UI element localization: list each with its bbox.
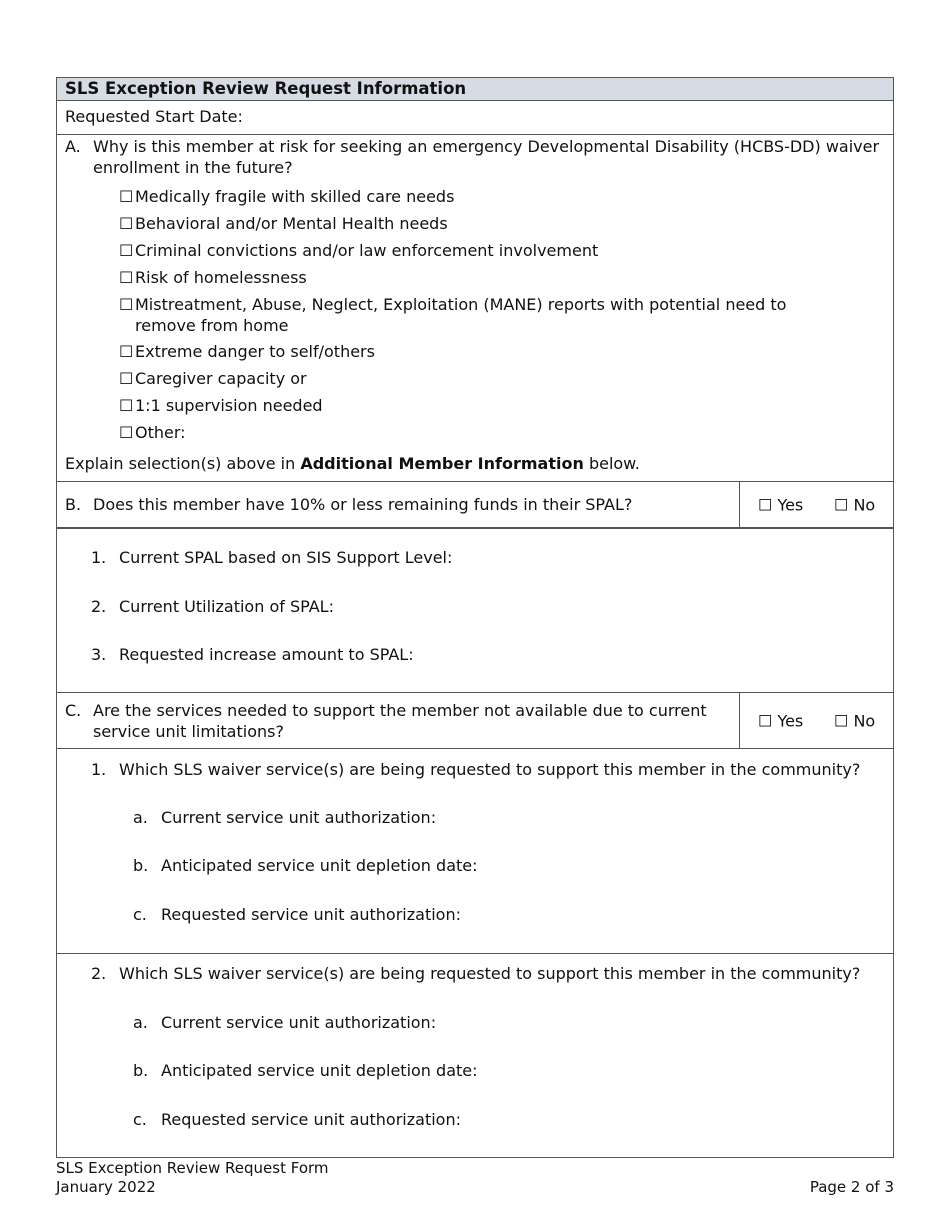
footer-date: January 2022: [56, 1178, 156, 1196]
requested-start-date-label: Requested Start Date:: [65, 107, 243, 126]
checkbox-icon[interactable]: ☐: [119, 423, 134, 442]
section-c-answer-cell: [740, 693, 893, 748]
section-a: [56, 135, 894, 482]
item-label: Requested increase amount to SPAL:: [119, 645, 414, 664]
section-c-yes[interactable]: [758, 711, 803, 730]
section-b-question: Does this member have 10% or less remaining funds in their SPAL?: [93, 495, 633, 514]
section-c-question-cell: [57, 693, 740, 748]
sub-letter: b.: [133, 856, 149, 875]
sub-label: Current service unit authorization:: [161, 808, 437, 827]
section-b-item-1[interactable]: [91, 547, 452, 568]
sub-label: Anticipated service unit depletion date:: [161, 1061, 478, 1080]
item-label: Which SLS waiver service(s) are being requested to support this member in the community?: [119, 964, 861, 983]
section-b-question-row: [56, 482, 894, 528]
checkbox-icon[interactable]: ☐: [834, 495, 849, 514]
item-label: Current Utilization of SPAL:: [119, 597, 334, 616]
footer-page-number: Page 2 of 3: [809, 1178, 894, 1196]
checkbox-other[interactable]: [119, 422, 186, 443]
checkbox-caregiver-capacity[interactable]: [119, 368, 307, 389]
service-question-1[interactable]: [91, 759, 860, 780]
section-c-question: Are the services needed to support the member not available due to current service unit limitations?: [93, 701, 707, 741]
section-c-block-2: [56, 954, 894, 1158]
section-b-item-2[interactable]: [91, 596, 334, 617]
no-label: No: [853, 495, 876, 514]
section-a-question: Why is this member at risk for seeking an emergency Developmental Disability (HCBS-DD) waiver enrollment in the future?: [93, 137, 880, 177]
yes-label: Yes: [777, 711, 804, 730]
explain-prefix: Explain selection(s) above in: [65, 454, 296, 473]
explain-note: [65, 453, 640, 474]
footer-form-name: SLS Exception Review Request Form: [56, 1159, 329, 1177]
checkbox-icon[interactable]: ☐: [119, 396, 134, 415]
option-label: Risk of homelessness: [135, 268, 307, 287]
explain-suffix: below.: [588, 454, 640, 473]
item-number: 1.: [91, 548, 107, 567]
section-header: SLS Exception Review Request Information: [56, 77, 894, 101]
section-b-answer-cell: [740, 482, 893, 527]
section-b-yes[interactable]: [758, 495, 803, 514]
checkbox-criminal-convictions[interactable]: [119, 240, 598, 261]
option-label: Medically fragile with skilled care needs: [135, 187, 455, 206]
item-label: Current SPAL based on SIS Support Level:: [119, 548, 453, 567]
option-label: Behavioral and/or Mental Health needs: [135, 214, 448, 233]
yes-label: Yes: [777, 495, 804, 514]
section-c-letter: C.: [65, 701, 82, 720]
checkbox-icon[interactable]: ☐: [758, 711, 773, 730]
checkbox-supervision[interactable]: [119, 395, 323, 416]
checkbox-icon[interactable]: ☐: [119, 295, 134, 314]
section-b-question-cell: [57, 482, 740, 527]
checkbox-medically-fragile[interactable]: [119, 186, 454, 207]
checkbox-icon[interactable]: ☐: [119, 342, 134, 361]
option-label: Caregiver capacity or: [135, 369, 307, 388]
page-footer: [56, 1159, 894, 1197]
section-a-letter: A.: [65, 137, 81, 156]
checkbox-extreme-danger[interactable]: [119, 341, 375, 362]
section-b-no[interactable]: [834, 495, 875, 514]
sub-letter: c.: [133, 1110, 147, 1129]
service-question-2[interactable]: [91, 963, 860, 984]
checkbox-behavioral-health[interactable]: [119, 213, 448, 234]
sub-letter: a.: [133, 808, 148, 827]
option-label: 1:1 supervision needed: [135, 396, 323, 415]
section-c-no[interactable]: [834, 711, 875, 730]
section-b-item-3[interactable]: [91, 644, 414, 665]
service-2-sub-c[interactable]: [133, 1109, 461, 1130]
option-label: Criminal convictions and/or law enforcement involvement: [135, 241, 599, 260]
section-c-block-1: [56, 749, 894, 954]
checkbox-icon[interactable]: ☐: [119, 187, 134, 206]
sub-letter: b.: [133, 1061, 149, 1080]
sub-label: Requested service unit authorization:: [161, 1110, 461, 1129]
checkbox-icon[interactable]: ☐: [119, 241, 134, 260]
checkbox-icon[interactable]: ☐: [758, 495, 773, 514]
checkbox-mane-reports[interactable]: [119, 294, 825, 336]
explain-bold: Additional Member Information: [300, 454, 584, 473]
checkbox-icon[interactable]: ☐: [834, 711, 849, 730]
sub-label: Requested service unit authorization:: [161, 905, 461, 924]
option-label: Mistreatment, Abuse, Neglect, Exploitation (MANE) reports with potential need to remove from home: [135, 295, 787, 335]
item-number: 1.: [91, 760, 107, 779]
service-2-sub-a[interactable]: [133, 1012, 436, 1033]
option-label: Other:: [135, 423, 186, 442]
service-1-sub-c[interactable]: [133, 904, 461, 925]
service-1-sub-a[interactable]: [133, 807, 436, 828]
item-number: 3.: [91, 645, 107, 664]
sub-label: Anticipated service unit depletion date:: [161, 856, 478, 875]
no-label: No: [853, 711, 876, 730]
item-number: 2.: [91, 597, 107, 616]
sub-letter: c.: [133, 905, 147, 924]
checkbox-icon[interactable]: ☐: [119, 369, 134, 388]
requested-start-date-row[interactable]: [56, 101, 894, 135]
section-b-letter: B.: [65, 495, 82, 514]
section-c-question-row: [56, 693, 894, 749]
sub-label: Current service unit authorization:: [161, 1013, 437, 1032]
checkbox-icon[interactable]: ☐: [119, 268, 134, 287]
option-label: Extreme danger to self/others: [135, 342, 375, 361]
sub-letter: a.: [133, 1013, 148, 1032]
item-label: Which SLS waiver service(s) are being requested to support this member in the community?: [119, 760, 861, 779]
section-b-items: [56, 528, 894, 693]
service-2-sub-b[interactable]: [133, 1060, 478, 1081]
exception-review-form: [56, 77, 894, 1158]
item-number: 2.: [91, 964, 107, 983]
checkbox-homelessness[interactable]: [119, 267, 307, 288]
service-1-sub-b[interactable]: [133, 855, 478, 876]
checkbox-icon[interactable]: ☐: [119, 214, 134, 233]
